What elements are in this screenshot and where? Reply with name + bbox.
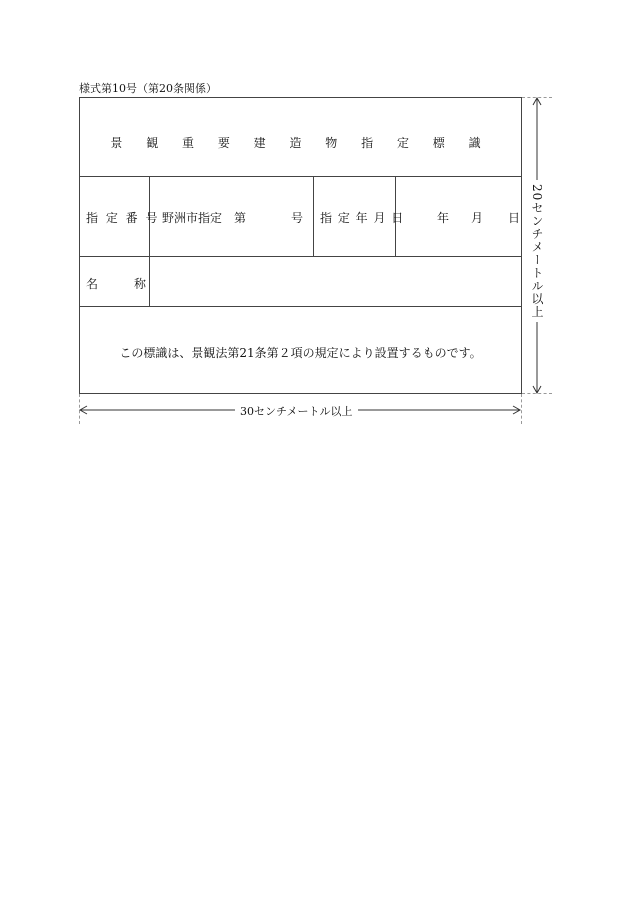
row-divider xyxy=(80,306,521,307)
column-divider xyxy=(149,176,150,306)
form-number-label: 様式第10号（第20条関係） xyxy=(79,82,217,95)
height-dimension-label: 20センチメートル以上 xyxy=(529,180,546,322)
width-dimension-label: 30センチメートル以上 xyxy=(235,403,358,419)
date-day: 日 xyxy=(508,211,521,225)
date-month: 月 xyxy=(471,211,484,225)
row-divider xyxy=(80,256,521,257)
date-year: 年 xyxy=(437,211,450,225)
column-divider xyxy=(313,176,314,256)
number-suffix: 号 xyxy=(291,211,304,225)
designation-date-label: 指 定 年 月 日 xyxy=(320,211,405,225)
city-designation-prefix: 野洲市指定 第 xyxy=(162,211,247,225)
notice-text: この標識は、景観法第21条第２項の規定により設置するものです。 xyxy=(119,346,482,360)
row-divider xyxy=(80,176,521,177)
sign-title: 景 観 重 要 建 造 物 指 定 標 識 xyxy=(110,136,491,150)
sign-table xyxy=(79,97,522,394)
designation-number-label: 指 定 番 号 xyxy=(86,211,160,225)
name-label: 名 称 xyxy=(86,277,147,291)
